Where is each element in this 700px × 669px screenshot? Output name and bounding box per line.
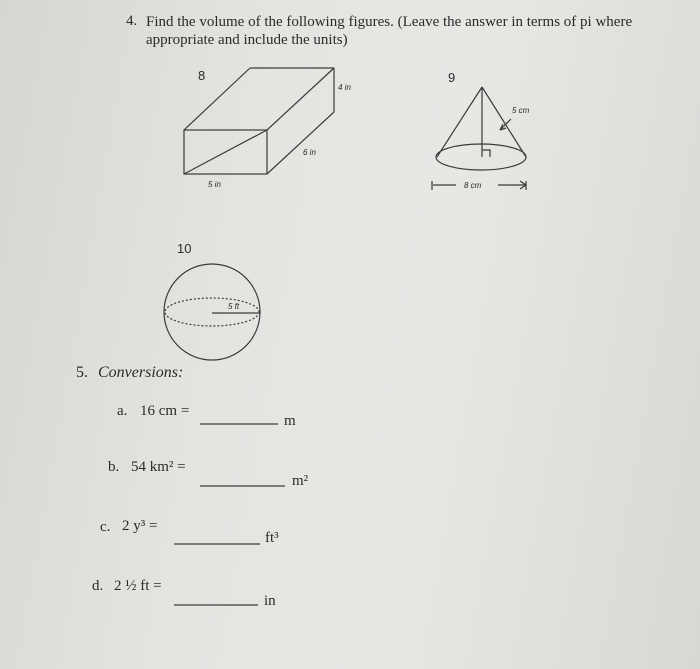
- question-5-title: Conversions:: [98, 364, 184, 381]
- figure-number-10: 10: [177, 241, 192, 256]
- conversion-d-letter: d.: [92, 578, 104, 594]
- cone-figure: [432, 87, 526, 190]
- sphere-figure: [164, 264, 260, 360]
- conversion-d-expression: 2 ½ ft =: [114, 578, 162, 594]
- conversion-b-expression: 54 km² =: [131, 459, 186, 475]
- conversion-b-unit: m²: [292, 473, 309, 489]
- question-4-number: 4.: [126, 13, 138, 29]
- conversion-a-unit: m: [284, 413, 296, 429]
- conversion-c-unit: ft³: [265, 530, 279, 546]
- conversion-d-unit: in: [264, 593, 276, 609]
- figure-number-9: 9: [448, 70, 456, 85]
- rectangular-prism-figure: [184, 68, 334, 174]
- figure-number-8: 8: [198, 68, 206, 83]
- conversion-c-expression: 2 y³ =: [122, 518, 158, 534]
- question-4-text: Find the volume of the following figures. (Leave the answer in terms of pi where appropriate and include the units): [146, 14, 633, 48]
- prism-width-label: 5 in: [208, 180, 221, 189]
- prism-height-label: 4 in: [338, 83, 351, 92]
- conversion-c-letter: c.: [100, 519, 111, 535]
- prism-depth-label: 6 in: [303, 148, 316, 157]
- question-5-number: 5.: [76, 364, 88, 381]
- cone-diameter-label: 8 cm: [464, 181, 482, 190]
- sphere-radius-label: 5 ft: [228, 302, 240, 311]
- conversion-a-letter: a.: [117, 403, 128, 419]
- conversion-a-expression: 16 cm =: [140, 403, 190, 419]
- conversion-b-letter: b.: [108, 459, 120, 475]
- cone-slant-label: 5 cm: [512, 106, 530, 115]
